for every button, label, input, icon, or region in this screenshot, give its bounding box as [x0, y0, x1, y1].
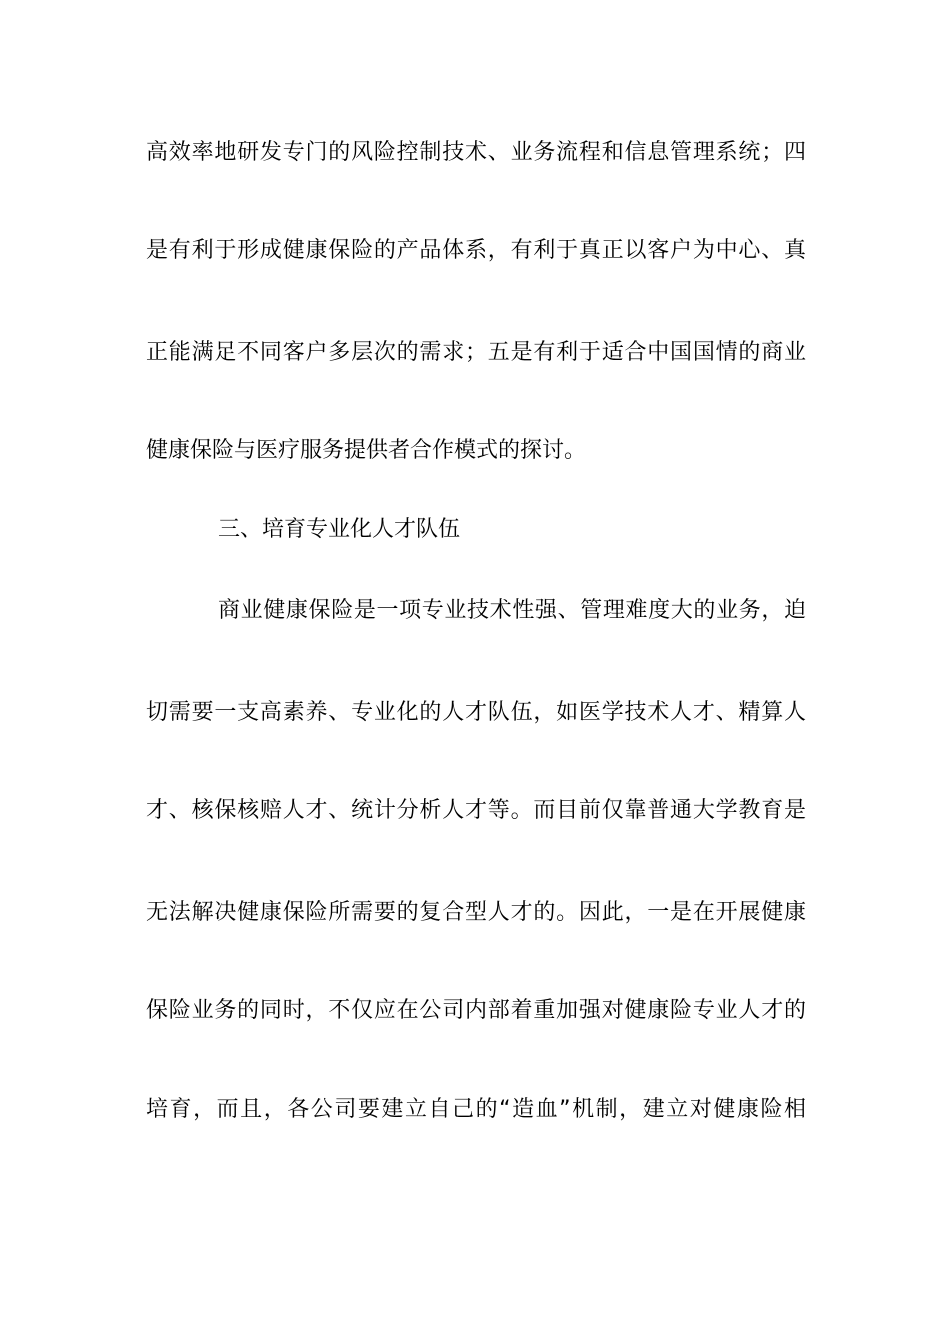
- paragraph-2-line-5: 保险业务的同时，不仅应在公司内部着重加强对健康险专业人才的: [146, 998, 806, 1023]
- paragraph-2-line-1: 商业健康保险是一项专业技术性强、管理难度大的业务，迫: [218, 598, 806, 623]
- paragraph-1-line-3: 正能满足不同客户多层次的需求；五是有利于适合中国国情的商业: [146, 340, 806, 365]
- paragraph-2-line-6: 培育，而且，各公司要建立自己的“造血”机制，建立对健康险相: [146, 1097, 806, 1122]
- paragraph-2-line-4: 无法解决健康保险所需要的复合型人才的。因此，一是在开展健康: [146, 900, 806, 925]
- paragraph-1-line-1: 高效率地研发专门的风险控制技术、业务流程和信息管理系统；四: [146, 140, 806, 165]
- paragraph-2-line-2: 切需要一支高素养、专业化的人才队伍，如医学技术人才、精算人: [146, 700, 806, 725]
- paragraph-1-line-4: 健康保险与医疗服务提供者合作模式的探讨。: [146, 438, 587, 463]
- paragraph-2-line-3: 才、核保核赔人才、统计分析人才等。而目前仅靠普通大学教育是: [146, 798, 806, 823]
- paragraph-1-line-2: 是有利于形成健康保险的产品体系，有利于真正以客户为中心、真: [146, 238, 806, 263]
- section-heading: 三、培育专业化人才队伍: [218, 517, 461, 542]
